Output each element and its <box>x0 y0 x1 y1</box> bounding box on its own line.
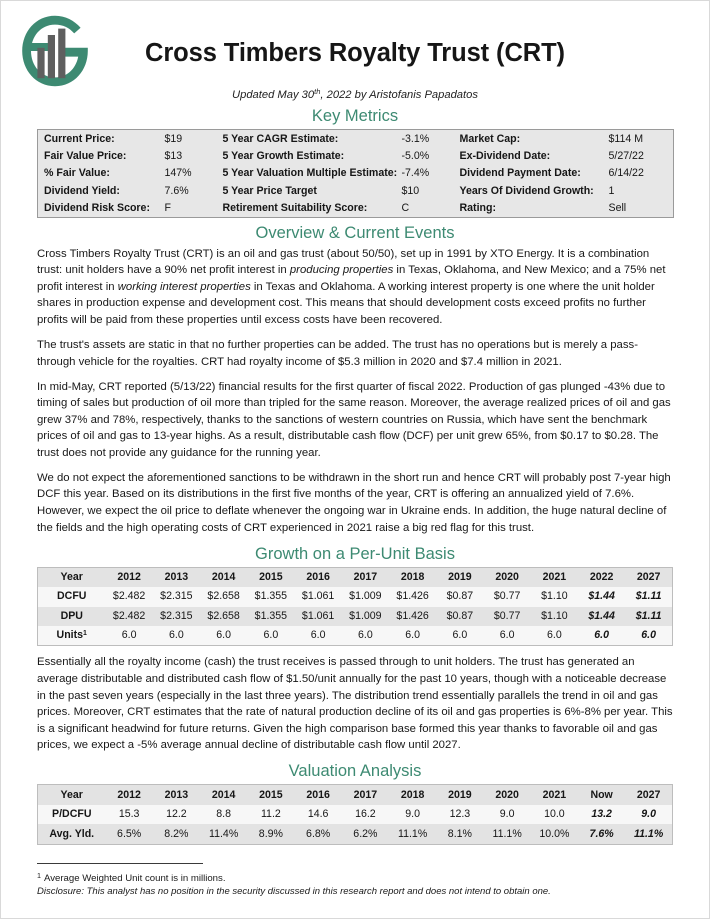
section-heading-growth: Growth on a Per-Unit Basis <box>255 544 455 563</box>
table-cell: 8.1% <box>436 824 483 844</box>
table-cell: $2.658 <box>200 607 247 626</box>
growth-commentary-section <box>1 654 709 753</box>
metric-value: 6/14/22 <box>608 167 644 180</box>
row-header: DCFU <box>38 587 106 606</box>
byline-suffix: , 2022 by Aristofanis Papadatos <box>320 89 478 101</box>
metric-value: $114 M <box>608 132 644 145</box>
table-header-row <box>38 785 673 805</box>
column-header: 2021 <box>531 567 578 587</box>
table-cell: $1.009 <box>342 587 389 606</box>
table-cell: 6.0 <box>200 626 247 646</box>
column-header: 2014 <box>200 567 247 587</box>
table-cell: $1.10 <box>531 587 578 606</box>
table-cell: 6.5% <box>106 824 153 844</box>
metric-value: 5/27/22 <box>608 149 644 162</box>
metric-label: Market Cap: <box>459 132 521 145</box>
table-cell: 6.0 <box>625 626 672 646</box>
table-cell: 6.0 <box>578 626 625 646</box>
overview-paragraph-3: In mid-May, CRT reported (5/13/22) financial results for the first quarter of fiscal 2022. Production of gas plunged -43% due to timing of sales but production of oil more than tripled for the same reason. Moreover, the average realized prices of oil and gas grew 37% and 78%, respectively, thanks to the sanctions of western countries on Russia, which have sent the benchmark prices of oil and gas to 13-year highs. As a result, distributable cash flow (DCF) per unit grew 65%, from $0.17 to $0.28. The trust does not provide any guidance for the running year. <box>37 380 671 459</box>
metric-label: 5 Year Valuation Multiple Estimate: <box>222 167 398 180</box>
footnote-1-text: Average Weighted Unit count is in millions. <box>44 872 226 884</box>
table-cell: $1.44 <box>578 587 625 606</box>
table-cell: 11.1% <box>389 824 436 844</box>
table-row <box>38 182 674 199</box>
column-header: 2013 <box>153 785 200 805</box>
table-cell: 6.0 <box>436 626 483 646</box>
table-row <box>38 199 674 217</box>
table-cell: $0.77 <box>484 587 531 606</box>
table-cell: $1.061 <box>295 587 342 606</box>
table-cell: 6.0 <box>295 626 342 646</box>
metric-value: -5.0% <box>401 149 430 162</box>
metric-label: Dividend Yield: <box>44 184 120 197</box>
metric-value: $10 <box>401 184 420 197</box>
table-row <box>38 824 673 844</box>
table-cell: $2.315 <box>153 607 200 626</box>
column-header: 2017 <box>342 785 389 805</box>
table-cell: $1.11 <box>625 587 672 606</box>
table-cell: $1.009 <box>342 607 389 626</box>
table-cell: 6.0 <box>342 626 389 646</box>
overview-p1-emphasis-1: producing properties <box>289 264 394 277</box>
key-metrics-table <box>37 129 674 218</box>
column-header: 2013 <box>153 567 200 587</box>
metric-value: $19 <box>164 132 183 145</box>
table-cell: 11.1% <box>484 824 531 844</box>
table-cell: 6.0 <box>247 626 294 646</box>
table-cell: 7.6% <box>578 824 625 844</box>
growth-table-section <box>1 567 709 647</box>
growth-corner-header: Year <box>38 567 106 587</box>
table-cell: $0.87 <box>436 607 483 626</box>
column-header: 2012 <box>106 567 153 587</box>
table-cell: 6.0 <box>153 626 200 646</box>
row-header: DPU <box>38 607 106 626</box>
footnote-disclosure: Disclosure: This analyst has no position in the security discussed in this research report and does not intend to obtain one. <box>37 885 551 897</box>
metric-value: C <box>401 202 410 215</box>
table-cell: 6.2% <box>342 824 389 844</box>
byline-prefix: Updated May 30 <box>232 89 315 101</box>
table-row <box>38 130 674 148</box>
column-header: 2018 <box>389 567 436 587</box>
column-header: 2015 <box>247 785 294 805</box>
table-cell: 12.3 <box>436 805 483 824</box>
table-cell: $1.44 <box>578 607 625 626</box>
table-cell: $2.482 <box>106 607 153 626</box>
column-header: 2018 <box>389 785 436 805</box>
document-byline <box>1 87 709 101</box>
metric-label: Dividend Risk Score: <box>44 202 150 215</box>
key-metrics-section <box>1 129 709 218</box>
column-header: 2014 <box>200 785 247 805</box>
overview-p1-part-a: Cross Timbers Royalty Trust (CRT) is an oil and gas trust (about 50/50), set up in 1991 by XTO Energy. It is a combination trust: unit holders have a 90% net profit interest in <box>37 247 650 277</box>
metric-label: 5 Year Growth Estimate: <box>222 149 345 162</box>
column-header: 2012 <box>106 785 153 805</box>
page-title: Cross Timbers Royalty Trust (CRT) <box>145 39 565 67</box>
overview-paragraph-4: We do not expect the aforementioned sanctions to be withdrawn in the short run and hence CRT will probably post 7-year high DCF this year. Based on its distributions in the first five months of the year, CRT is offering an annualized yield of 7.6%. However, we expect the oil price to deflate whenever the ongoing war in Ukraine ends. In addition, the huge natural decline of the fields and the high operating costs of CRT experienced in 2021 raise a big red flag for this trust. <box>37 471 671 534</box>
table-row <box>38 587 673 606</box>
column-header: 2019 <box>436 785 483 805</box>
table-cell: 13.2 <box>578 805 625 824</box>
table-cell: $2.658 <box>200 587 247 606</box>
table-header-row <box>38 567 673 587</box>
column-header: 2021 <box>531 785 578 805</box>
table-cell: $1.355 <box>247 607 294 626</box>
table-cell: 15.3 <box>106 805 153 824</box>
column-header: 2020 <box>484 567 531 587</box>
table-cell: $2.315 <box>153 587 200 606</box>
metric-label: Retirement Suitability Score: <box>222 202 368 215</box>
footnote-1 <box>37 871 673 884</box>
metric-value: F <box>164 202 171 215</box>
document-header <box>1 1 709 79</box>
footnote-divider <box>37 863 203 864</box>
table-cell: $1.061 <box>295 607 342 626</box>
metric-label: Fair Value Price: <box>44 149 127 162</box>
table-cell: 11.2 <box>247 805 294 824</box>
table-cell: 6.0 <box>531 626 578 646</box>
table-cell: 11.4% <box>200 824 247 844</box>
column-header: Now <box>578 785 625 805</box>
growth-per-unit-table <box>37 567 673 647</box>
table-cell: $1.426 <box>389 587 436 606</box>
column-header: 2015 <box>247 567 294 587</box>
growth-commentary-paragraph: Essentially all the royalty income (cash) the trust receives is passed through to unit holders. The trust has generated an average distributable and distributed cash flow of $1.50/unit annually for the past 10 years, though with a noticeable decrease in the past seven years (especially in the last three years). The distribution trend essentially parallels the trend in oil and gas prices. Moreover, CRT estimates that the rate of natural production decline of its oil and gas properties is 6%-8% per year. This is a significant headwind for future returns. Given the high comparison base formed this year thanks to favorable oil and gas prices, we expect a -5% average annual decline of distributable cash flow until 2027. <box>37 656 673 752</box>
column-header: 2016 <box>295 785 342 805</box>
table-cell: 12.2 <box>153 805 200 824</box>
table-row <box>38 607 673 626</box>
table-cell: 10.0% <box>531 824 578 844</box>
metric-value: 147% <box>164 167 192 180</box>
table-cell: $1.11 <box>625 607 672 626</box>
section-heading-key-metrics: Key Metrics <box>311 107 399 125</box>
metric-label: Ex-Dividend Date: <box>459 149 551 162</box>
table-cell: 10.0 <box>531 805 578 824</box>
sure-dividend-logo-icon <box>15 11 95 91</box>
overview-paragraph-2: The trust's assets are static in that no further properties can be added. The trust has no operations but is merely a pass-through vehicle for the royalties. CRT had royalty income of $5.3 million in 2020 and $7.4 million in 2021. <box>37 339 638 368</box>
metric-label: 5 Year Price Target <box>222 184 317 197</box>
section-heading-overview: Overview & Current Events <box>255 223 455 242</box>
column-header: 2022 <box>578 567 625 587</box>
table-row <box>38 626 673 646</box>
column-header: 2027 <box>625 785 672 805</box>
table-cell: 8.8 <box>200 805 247 824</box>
table-cell: 6.0 <box>484 626 531 646</box>
table-cell: $0.87 <box>436 587 483 606</box>
metric-value: 1 <box>608 184 615 197</box>
table-cell: 16.2 <box>342 805 389 824</box>
column-header: 2020 <box>484 785 531 805</box>
table-cell: $1.10 <box>531 607 578 626</box>
table-cell: 6.0 <box>106 626 153 646</box>
column-header: 2017 <box>342 567 389 587</box>
metric-label: Dividend Payment Date: <box>459 167 581 180</box>
row-header: P/DCFU <box>38 805 106 824</box>
table-cell: 9.0 <box>484 805 531 824</box>
table-cell: 9.0 <box>389 805 436 824</box>
table-row <box>38 165 674 182</box>
table-cell: 6.0 <box>389 626 436 646</box>
valuation-analysis-table <box>37 784 673 844</box>
metric-value: -7.4% <box>401 167 430 180</box>
overview-p1-part-b: in Texas, Oklahoma, and New Mexico; and a 75% net profit interest in <box>37 264 666 293</box>
metric-label: Current Price: <box>44 132 115 145</box>
metric-value: Sell <box>608 202 627 215</box>
metric-label: Years Of Dividend Growth: <box>459 184 594 197</box>
metric-label: Rating: <box>459 202 496 215</box>
table-cell: $2.482 <box>106 587 153 606</box>
byline-ordinal: th <box>314 87 321 96</box>
overview-p1-emphasis-2: working interest properties <box>117 280 251 293</box>
overview-paragraph-1 <box>37 246 673 329</box>
section-heading-valuation: Valuation Analysis <box>288 762 422 781</box>
metric-label: 5 Year CAGR Estimate: <box>222 132 339 145</box>
table-cell: 14.6 <box>295 805 342 824</box>
table-cell: $0.77 <box>484 607 531 626</box>
metric-value: $13 <box>164 149 183 162</box>
table-cell: 8.2% <box>153 824 200 844</box>
row-header: Units$^1$ <box>38 626 106 646</box>
overview-section <box>1 246 709 536</box>
valuation-table-section <box>1 784 709 844</box>
overview-p1-part-c: in Texas and Oklahoma. A working interest property is one where the unit holder shares in production expense and development cost. This means that should development costs exceed profits no further profits will be paid from these properties until excess costs have been recovered. <box>37 280 655 326</box>
table-cell: $1.355 <box>247 587 294 606</box>
footnote-marker: 1 <box>37 870 41 880</box>
valuation-corner-header: Year <box>38 785 106 805</box>
column-header: 2019 <box>436 567 483 587</box>
metric-label: % Fair Value: <box>44 167 110 180</box>
row-header-footnote-marker: 1 <box>83 630 87 638</box>
table-cell: $1.426 <box>389 607 436 626</box>
column-header: 2016 <box>295 567 342 587</box>
metric-value: -3.1% <box>401 132 430 145</box>
table-cell: 9.0 <box>625 805 672 824</box>
table-cell: 6.8% <box>295 824 342 844</box>
table-row <box>38 805 673 824</box>
table-cell: 8.9% <box>247 824 294 844</box>
table-row <box>38 147 674 164</box>
column-header: 2027 <box>625 567 672 587</box>
metric-value: 7.6% <box>164 184 189 197</box>
row-header: Avg. Yld. <box>38 824 106 844</box>
footnotes-section <box>1 863 709 897</box>
table-cell: 11.1% <box>625 824 672 844</box>
